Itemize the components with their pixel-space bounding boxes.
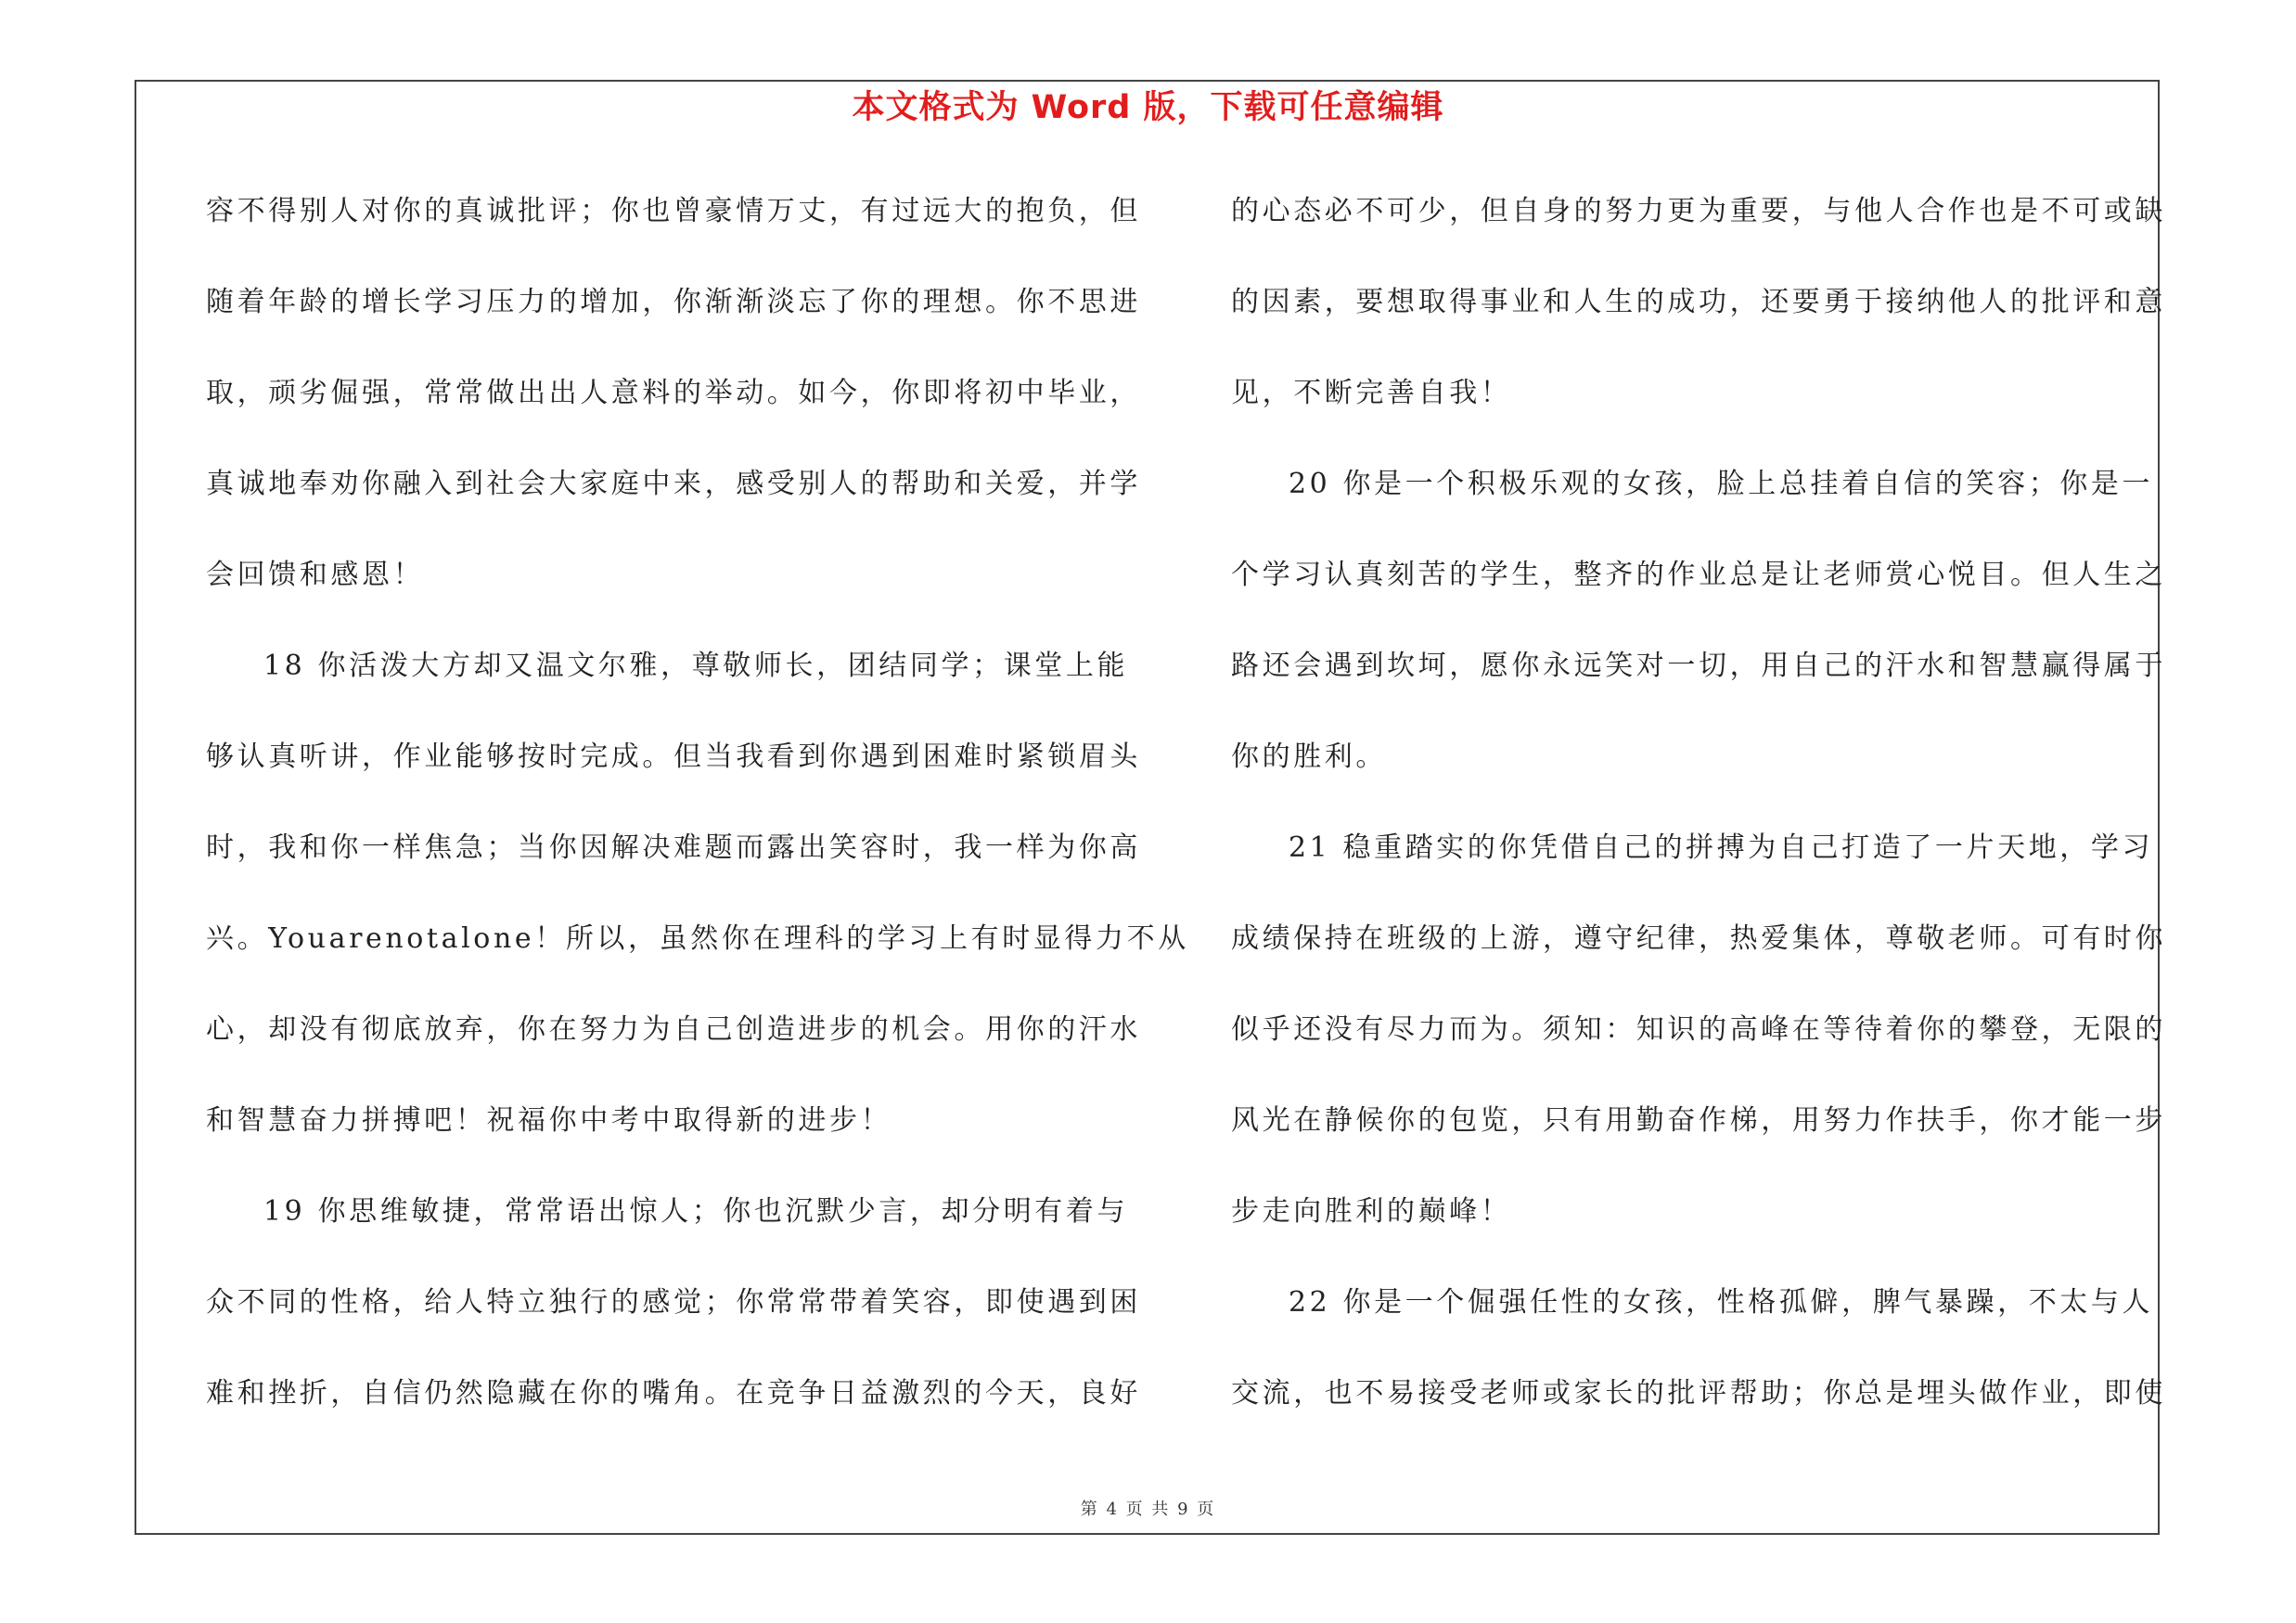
text-line: 够认真听讲，作业能够按时完成。但当我看到你遇到困难时紧锁眉头 [206, 741, 1141, 773]
text-line: 风光在静候你的包览，只有用勤奋作梯，用努力作扶手，你才能一步 [1231, 1104, 2166, 1137]
text-line: 19 你思维敏捷，常常语出惊人；你也沉默少言，却分明有着与 [263, 1195, 1129, 1228]
text-line: 路还会遇到坎坷，愿你永远笑对一切，用自己的汗水和智慧赢得属于 [1231, 650, 2166, 682]
left-column [206, 184, 1189, 1457]
text-line: 时，我和你一样焦急；当你因解决难题而露出笑容时，我一样为你高 [206, 831, 1141, 864]
text-line: 成绩保持在班级的上游，遵守纪律，热爱集体，尊敬老师。可有时你 [1231, 922, 2166, 955]
text-line: 见，不断完善自我！ [1231, 377, 1512, 409]
text-line: 兴。Youarenotalone！所以，虽然你在理科的学习上有时显得力不从 [206, 922, 1189, 955]
format-notice: 本文格式为 Word 版，下载可任意编辑 [852, 89, 1444, 126]
text-line: 会回馈和感恩！ [206, 559, 425, 591]
text-line: 步走向胜利的巅峰！ [1231, 1195, 1512, 1228]
text-line: 个学习认真刻苦的学生，整齐的作业总是让老师赏心悦目。但人生之 [1231, 559, 2166, 591]
text-line: 的心态必不可少，但自身的努力更为重要，与他人合作也是不可或缺 [1231, 195, 2166, 227]
text-line: 心，却没有彻底放弃，你在努力为自己创造进步的机会。用你的汗水 [206, 1013, 1141, 1046]
text-line: 和智慧奋力拼搏吧！祝福你中考中取得新的进步！ [206, 1104, 892, 1137]
text-line: 难和挫折，自信仍然隐藏在你的嘴角。在竞争日益激烈的今天，良好 [206, 1377, 1141, 1410]
text-line: 取，顽劣倔强，常常做出出人意料的举动。如今，你即将初中毕业， [206, 377, 1141, 409]
text-line: 21 稳重踏实的你凭借自己的拼搏为自己打造了一片天地，学习 [1289, 831, 2154, 864]
text-line: 20 你是一个积极乐观的女孩，脸上总挂着自信的笑容；你是一 [1289, 468, 2154, 500]
text-line: 似乎还没有尽力而为。须知：知识的高峰在等待着你的攀登，无限的 [1231, 1013, 2166, 1046]
text-line: 真诚地奉劝你融入到社会大家庭中来，感受别人的帮助和关爱，并学 [206, 468, 1141, 500]
text-line: 交流，也不易接受老师或家长的批评帮助；你总是埋头做作业，即使 [1231, 1377, 2166, 1410]
page-number: 第 4 页 共 9 页 [1080, 1500, 1216, 1519]
text-line: 众不同的性格，给人特立独行的感觉；你常常带着笑容，即使遇到困 [206, 1286, 1141, 1319]
text-line: 的因素，要想取得事业和人生的成功，还要勇于接纳他人的批评和意 [1231, 286, 2166, 318]
text-line: 18 你活泼大方却又温文尔雅，尊敬师长，团结同学；课堂上能 [263, 650, 1129, 682]
text-line: 22 你是一个倔强任性的女孩，性格孤僻，脾气暴躁，不太与人 [1289, 1286, 2154, 1319]
text-line: 你的胜利。 [1231, 741, 1387, 773]
text-line: 随着年龄的增长学习压力的增加，你渐渐淡忘了你的理想。你不思进 [206, 286, 1141, 318]
right-column [1231, 184, 2166, 1457]
text-line: 容不得别人对你的真诚批评；你也曾豪情万丈，有过远大的抱负，但 [206, 195, 1141, 227]
